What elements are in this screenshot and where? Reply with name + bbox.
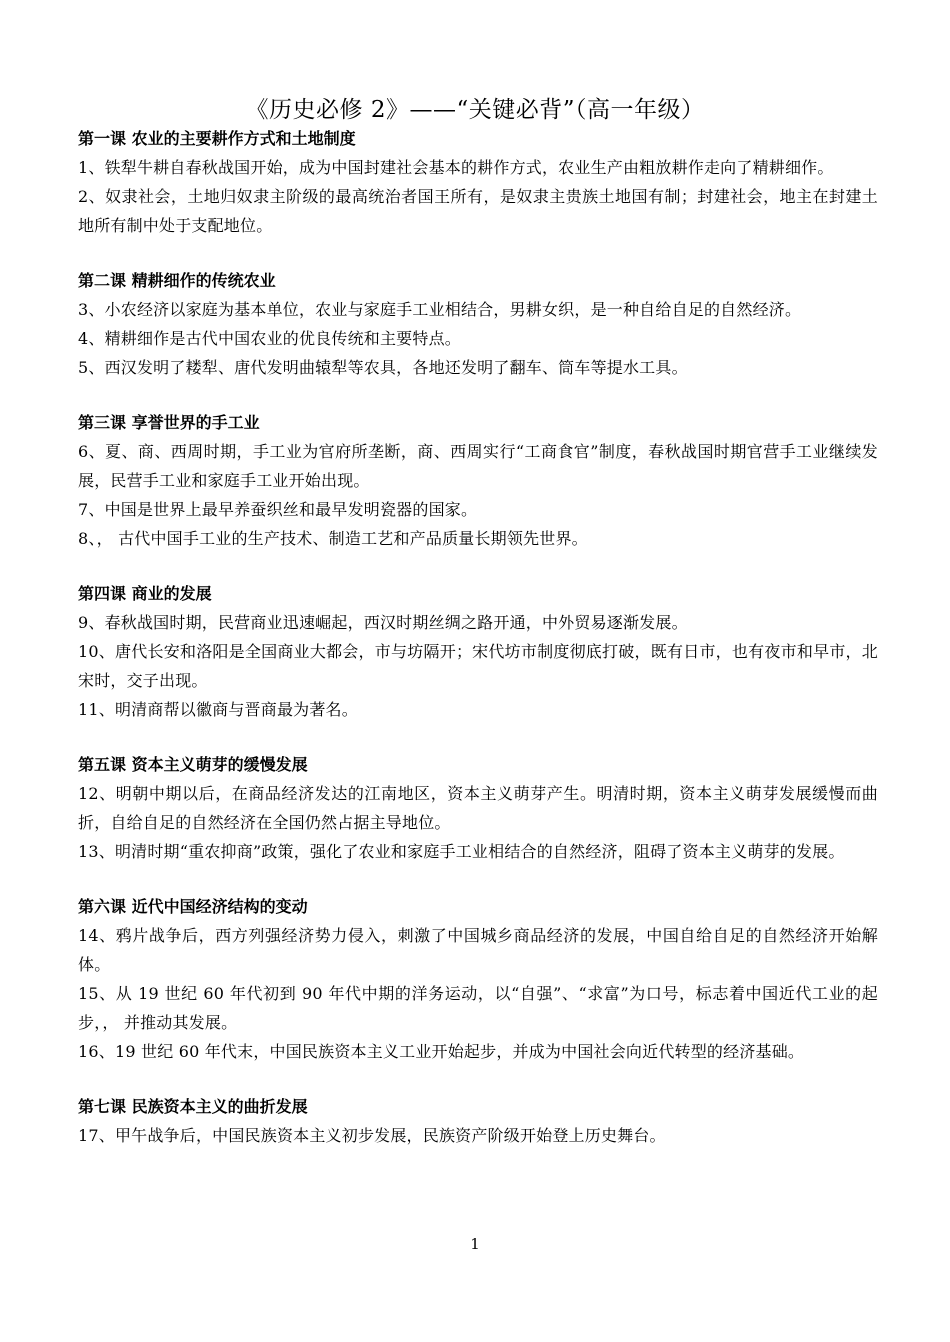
- lesson-item: 6、夏、商、西周时期，手工业为官府所垄断，商、西周实行“工商食官”制度，春秋战国时期官营手工业继续发展，民营手工业和家庭手工业开始出现。: [78, 442, 878, 490]
- section-spacer: [78, 553, 878, 579]
- lesson-item: 15、从 19 世纪 60 年代初到 90 年代中期的洋务运动，以“自强”、“求富”为口号，标志着中国近代工业的起步，， 并推动其发展。: [78, 984, 878, 1032]
- lesson-item: 7、中国是世界上最早养蚕织丝和最早发明瓷器的国家。: [78, 500, 478, 519]
- lesson-item: 9、春秋战国时期，民营商业迅速崛起，西汉时期丝绸之路开通，中外贸易逐渐发展。: [78, 613, 688, 632]
- document-body: [78, 124, 878, 1150]
- lesson-heading: 第一课 农业的主要耕作方式和土地制度: [78, 129, 356, 148]
- lesson-heading: 第五课 资本主义萌芽的缓慢发展: [78, 755, 308, 774]
- lesson-section: [78, 124, 878, 240]
- lesson-item: 16、19 世纪 60 年代末，中国民族资本主义工业开始起步，并成为中国社会向近代转型的经济基础。: [78, 1042, 805, 1061]
- lesson-item: 4、精耕细作是古代中国农业的优良传统和主要特点。: [78, 329, 461, 348]
- lesson-item: 14、鸦片战争后，西方列强经济势力侵入，刺激了中国城乡商品经济的发展，中国自给自足的自然经济开始解体。: [78, 926, 878, 974]
- lesson-item: 12、明朝中期以后，在商品经济发达的江南地区，资本主义萌芽产生。明清时期，资本主义萌芽发展缓慢而曲折，自给自足的自然经济在全国仍然占据主导地位。: [78, 784, 878, 832]
- lesson-item: 10、唐代长安和洛阳是全国商业大都会，市与坊隔开；宋代坊市制度彻底打破，既有日市，也有夜市和早市，北宋时，交子出现。: [78, 642, 878, 690]
- lesson-item: 8、， 古代中国手工业的生产技术、制造工艺和产品质量长期领先世界。: [78, 529, 588, 548]
- lesson-section: [78, 1092, 878, 1150]
- section-spacer: [78, 1066, 878, 1092]
- section-spacer: [78, 382, 878, 408]
- lesson-item: 3、小农经济以家庭为基本单位，农业与家庭手工业相结合，男耕女织，是一种自给自足的自然经济。: [78, 300, 802, 319]
- document-title: 《历史必修 2》——“关键必背”（高一年级）: [245, 97, 705, 123]
- lesson-item: 5、西汉发明了耧犁、唐代发明曲辕犁等农具，各地还发明了翻车、筒车等提水工具。: [78, 358, 688, 377]
- lesson-section: [78, 266, 878, 382]
- lesson-section: [78, 408, 878, 553]
- lesson-heading: 第二课 精耕细作的传统农业: [78, 271, 276, 290]
- lesson-item: 13、明清时期“重农抑商”政策，强化了农业和家庭手工业相结合的自然经济，阻碍了资本主义萌芽的发展。: [78, 842, 845, 861]
- page-number: 1: [470, 1235, 480, 1253]
- section-spacer: [78, 724, 878, 750]
- lesson-item: 17、甲午战争后，中国民族资本主义初步发展，民族资产阶级开始登上历史舞台。: [78, 1126, 666, 1145]
- section-spacer: [78, 240, 878, 266]
- lesson-section: [78, 750, 878, 866]
- lesson-heading: 第四课 商业的发展: [78, 584, 212, 603]
- lesson-item: 2、奴隶社会，土地归奴隶主阶级的最高统治者国王所有，是奴隶主贵族土地国有制；封建社会，地主在封建土地所有制中处于支配地位。: [78, 187, 878, 235]
- lesson-section: [78, 892, 878, 1066]
- lesson-heading: 第七课 民族资本主义的曲折发展: [78, 1097, 308, 1116]
- lesson-item: 1、铁犁牛耕自春秋战国开始，成为中国封建社会基本的耕作方式，农业生产由粗放耕作走向了精耕细作。: [78, 158, 834, 177]
- lesson-heading: 第三课 享誉世界的手工业: [78, 413, 260, 432]
- lesson-section: [78, 579, 878, 724]
- lesson-item: 11、明清商帮以徽商与晋商最为著名。: [78, 700, 358, 719]
- lesson-heading: 第六课 近代中国经济结构的变动: [78, 897, 308, 916]
- section-spacer: [78, 866, 878, 892]
